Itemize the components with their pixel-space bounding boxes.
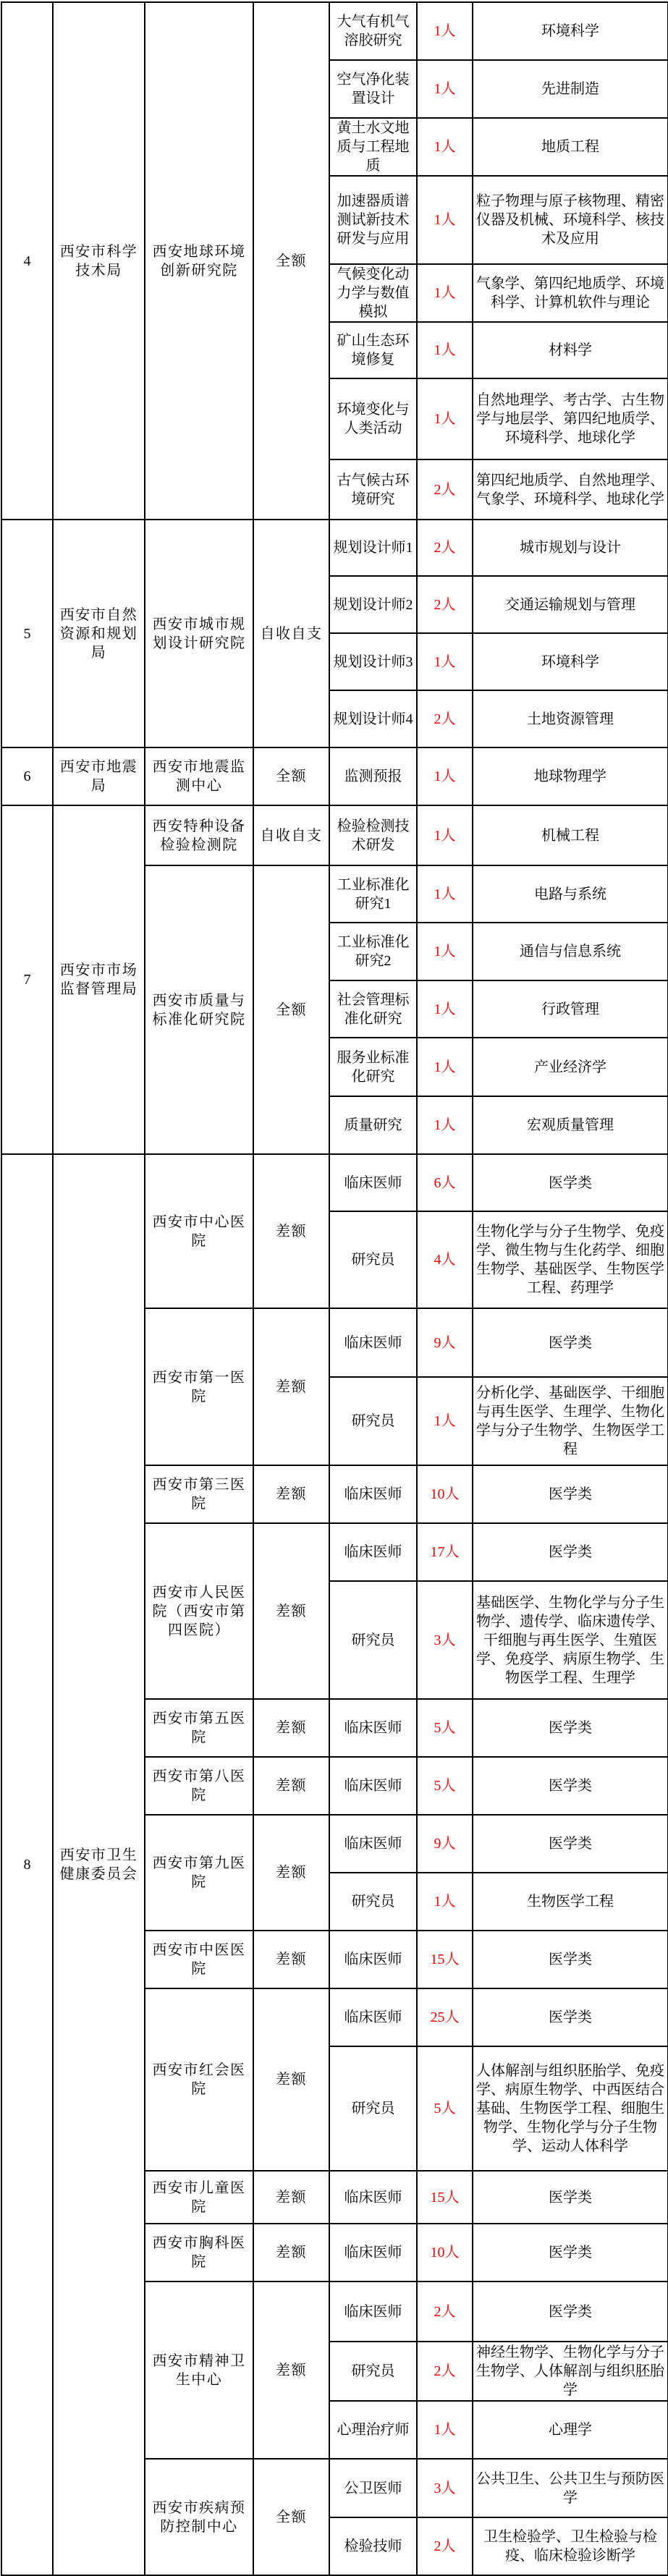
cell-major: 公共卫生、公共卫生与预防医学 [473,2459,668,2517]
cell-unit-name: 西安市中心医院 [145,1154,253,1308]
cell-major: 机械工程 [473,805,668,865]
cell-position-title: 大气有机气溶胶研究 [329,2,417,60]
cell-headcount: 2人 [417,520,473,576]
cell-headcount: 2人 [417,2517,473,2575]
cell-major: 地球物理学 [473,747,668,805]
cell-major: 医学类 [473,1523,668,1581]
cell-major: 气象学、第四纪地质学、环境科学、计算机软件与理论 [473,264,668,322]
cell-headcount: 17人 [417,1523,473,1581]
cell-position-title: 临床医师 [329,1699,417,1757]
cell-headcount: 1人 [417,747,473,805]
cell-major: 环境科学 [473,633,668,690]
cell-major: 生物化学与分子生物学、免疫学、微生物与生化药学、细胞生物学、基础医学、生物医学工程、药理学 [473,1211,668,1308]
table-row [1,805,668,865]
cell-group-no: 6 [1,747,53,805]
cell-headcount: 1人 [417,176,473,264]
cell-funding-type: 差额 [253,1465,329,1523]
cell-position-title: 规划设计师1 [329,520,417,576]
cell-unit-name: 西安市红会医院 [145,1988,253,2171]
cell-position-title: 环境变化与人类活动 [329,378,417,459]
cell-position-title: 工业标准化研究1 [329,865,417,923]
cell-position-title: 临床医师 [329,1308,417,1377]
cell-headcount: 1人 [417,805,473,865]
cell-major: 医学类 [473,1815,668,1873]
cell-funding-type: 全额 [253,2459,329,2575]
cell-headcount: 1人 [417,1377,473,1465]
cell-major: 医学类 [473,1931,668,1988]
cell-position-title: 研究员 [329,1873,417,1931]
cell-major: 医学类 [473,1699,668,1757]
cell-headcount: 2人 [417,2281,473,2342]
cell-major: 分析化学、基础医学、干细胞与再生医学、生理学、生物化学与分子生物学、生物医学工程 [473,1377,668,1465]
cell-position-title: 临床医师 [329,1465,417,1523]
cell-position-title: 加速器质谱测试新技术研发与应用 [329,176,417,264]
cell-headcount: 1人 [417,118,473,176]
cell-major: 自然地理学、考古学、古生物学与地层学、第四纪地质学、环境科学、地球化学 [473,378,668,459]
cell-headcount: 1人 [417,633,473,690]
cell-headcount: 6人 [417,1154,473,1211]
cell-position-title: 临床医师 [329,1154,417,1211]
cell-position-title: 检验检测技术研发 [329,805,417,865]
cell-headcount: 2人 [417,576,473,633]
cell-funding-type: 差额 [253,1308,329,1465]
cell-position-title: 社会管理标准化研究 [329,980,417,1038]
cell-position-title: 规划设计师2 [329,576,417,633]
cell-unit-name: 西安市质量与标准化研究院 [145,865,253,1154]
cell-major: 材料学 [473,322,668,378]
cell-major: 城市规划与设计 [473,520,668,576]
cell-major: 电路与系统 [473,865,668,923]
cell-position-title: 临床医师 [329,1757,417,1815]
recruitment-table-body [1,2,668,2575]
cell-position-title: 临床医师 [329,2224,417,2281]
cell-headcount: 5人 [417,1699,473,1757]
cell-headcount: 1人 [417,1096,473,1154]
cell-position-title: 临床医师 [329,2171,417,2224]
cell-unit-name: 西安市地震监测中心 [145,747,253,805]
cell-headcount: 1人 [417,865,473,923]
cell-position-title: 质量研究 [329,1096,417,1154]
cell-major: 宏观质量管理 [473,1096,668,1154]
cell-major: 神经生物学、生物化学与分子生物学、人体解剖与组织胚胎学 [473,2342,668,2401]
cell-major: 医学类 [473,2281,668,2342]
cell-position-title: 规划设计师3 [329,633,417,690]
cell-unit-name: 西安市疾病预防控制中心 [145,2459,253,2575]
cell-major: 先进制造 [473,60,668,118]
table-row [1,747,668,805]
cell-position-title: 研究员 [329,1377,417,1465]
cell-major: 人体解剖与组织胚胎学、免疫学、病原生物学、中西医结合基础、生物医学工程、细胞生物学、生物化学与分子生物学、运动人体科学 [473,2046,668,2171]
cell-headcount: 1人 [417,980,473,1038]
cell-major: 医学类 [473,1308,668,1377]
document-page [0,1,668,2576]
cell-headcount: 2人 [417,690,473,747]
cell-funding-type: 差额 [253,1931,329,1988]
cell-position-title: 监测预报 [329,747,417,805]
cell-major: 医学类 [473,1465,668,1523]
cell-position-title: 研究员 [329,2046,417,2171]
cell-department: 西安市科学技术局 [53,2,145,520]
cell-department: 西安市地震局 [53,747,145,805]
cell-position-title: 临床医师 [329,2281,417,2342]
cell-funding-type: 全额 [253,747,329,805]
cell-funding-type: 差额 [253,1757,329,1815]
cell-headcount: 1人 [417,1038,473,1096]
cell-position-title: 空气净化装置设计 [329,60,417,118]
cell-unit-name: 西安地球环境创新研究院 [145,2,253,520]
cell-position-title: 古气候古环境研究 [329,459,417,520]
cell-position-title: 矿山生态环境修复 [329,322,417,378]
cell-major: 基础医学、生物化学与分子生物学、遗传学、临床遗传学、干细胞与再生医学、生殖医学、免疫学、病原生物学、生物医学工程、生理学 [473,1581,668,1699]
cell-major: 地质工程 [473,118,668,176]
table-row [1,2,668,60]
cell-headcount: 15人 [417,1931,473,1988]
cell-headcount: 25人 [417,1988,473,2046]
cell-position-title: 服务业标准化研究 [329,1038,417,1096]
cell-major: 医学类 [473,1154,668,1211]
cell-funding-type: 自收自支 [253,520,329,747]
cell-headcount: 9人 [417,1308,473,1377]
cell-headcount: 3人 [417,2459,473,2517]
cell-major: 土地资源管理 [473,690,668,747]
cell-unit-name: 西安市城市规划设计研究院 [145,520,253,747]
cell-position-title: 工业标准化研究2 [329,923,417,980]
cell-funding-type: 差额 [253,2171,329,2224]
cell-position-title: 公卫医师 [329,2459,417,2517]
cell-headcount: 1人 [417,322,473,378]
table-row [1,520,668,576]
cell-funding-type: 差额 [253,1815,329,1931]
cell-headcount: 10人 [417,2224,473,2281]
cell-unit-name: 西安市中医医院 [145,1931,253,1988]
cell-department: 西安市卫生健康委员会 [53,1154,145,2575]
cell-unit-name: 西安市人民医院（西安市第四医院） [145,1523,253,1699]
cell-group-no: 4 [1,2,53,520]
cell-unit-name: 西安市儿童医院 [145,2171,253,2224]
cell-funding-type: 差额 [253,1523,329,1699]
cell-headcount: 1人 [417,2,473,60]
cell-group-no: 8 [1,1154,53,2575]
cell-unit-name: 西安市第五医院 [145,1699,253,1757]
cell-funding-type: 差额 [253,1699,329,1757]
cell-unit-name: 西安市精神卫生中心 [145,2281,253,2459]
cell-major: 粒子物理与原子核物理、精密仪器及机械、环境科学、核技术及应用 [473,176,668,264]
cell-position-title: 研究员 [329,1581,417,1699]
cell-headcount: 1人 [417,378,473,459]
cell-funding-type: 全额 [253,2,329,520]
cell-position-title: 黄土水文地质与工程地质 [329,118,417,176]
cell-position-title: 临床医师 [329,1988,417,2046]
cell-funding-type: 差额 [253,1154,329,1308]
cell-funding-type: 差额 [253,1988,329,2171]
cell-headcount: 3人 [417,1581,473,1699]
cell-major: 通信与信息系统 [473,923,668,980]
cell-headcount: 4人 [417,1211,473,1308]
cell-funding-type: 全额 [253,865,329,1154]
cell-unit-name: 西安特种设备检验检测院 [145,805,253,865]
cell-position-title: 临床医师 [329,1931,417,1988]
cell-unit-name: 西安市第一医院 [145,1308,253,1465]
cell-headcount: 5人 [417,2046,473,2171]
cell-funding-type: 差额 [253,2281,329,2459]
cell-headcount: 10人 [417,1465,473,1523]
cell-unit-name: 西安市第九医院 [145,1815,253,1931]
cell-position-title: 规划设计师4 [329,690,417,747]
cell-major: 环境科学 [473,2,668,60]
cell-headcount: 15人 [417,2171,473,2224]
cell-headcount: 5人 [417,1757,473,1815]
recruitment-table [1,1,668,2576]
cell-major: 医学类 [473,1988,668,2046]
cell-group-no: 7 [1,805,53,1154]
cell-funding-type: 自收自支 [253,805,329,865]
cell-position-title: 心理治疗师 [329,2401,417,2459]
cell-position-title: 研究员 [329,1211,417,1308]
cell-position-title: 检验技师 [329,2517,417,2575]
cell-major: 交通运输规划与管理 [473,576,668,633]
cell-headcount: 1人 [417,2401,473,2459]
cell-headcount: 1人 [417,1873,473,1931]
cell-major: 卫生检验学、卫生检验与检疫、临床检验诊断学 [473,2517,668,2575]
cell-major: 医学类 [473,2224,668,2281]
cell-department: 西安市市场监督管理局 [53,805,145,1154]
table-row [1,1154,668,1211]
cell-headcount: 2人 [417,459,473,520]
cell-major: 医学类 [473,1757,668,1815]
cell-position-title: 研究员 [329,2342,417,2401]
cell-department: 西安市自然资源和规划局 [53,520,145,747]
cell-headcount: 2人 [417,2342,473,2401]
cell-headcount: 9人 [417,1815,473,1873]
cell-unit-name: 西安市第三医院 [145,1465,253,1523]
cell-position-title: 临床医师 [329,1815,417,1873]
cell-headcount: 1人 [417,60,473,118]
cell-major: 医学类 [473,2171,668,2224]
cell-funding-type: 差额 [253,2224,329,2281]
cell-unit-name: 西安市胸科医院 [145,2224,253,2281]
cell-major: 心理学 [473,2401,668,2459]
cell-major: 产业经济学 [473,1038,668,1096]
cell-position-title: 临床医师 [329,1523,417,1581]
cell-major: 第四纪地质学、自然地理学、气象学、环境科学、地球化学 [473,459,668,520]
cell-headcount: 1人 [417,264,473,322]
cell-headcount: 1人 [417,923,473,980]
cell-major: 生物医学工程 [473,1873,668,1931]
cell-major: 行政管理 [473,980,668,1038]
cell-position-title: 气候变化动力学与数值模拟 [329,264,417,322]
cell-group-no: 5 [1,520,53,747]
cell-unit-name: 西安市第八医院 [145,1757,253,1815]
